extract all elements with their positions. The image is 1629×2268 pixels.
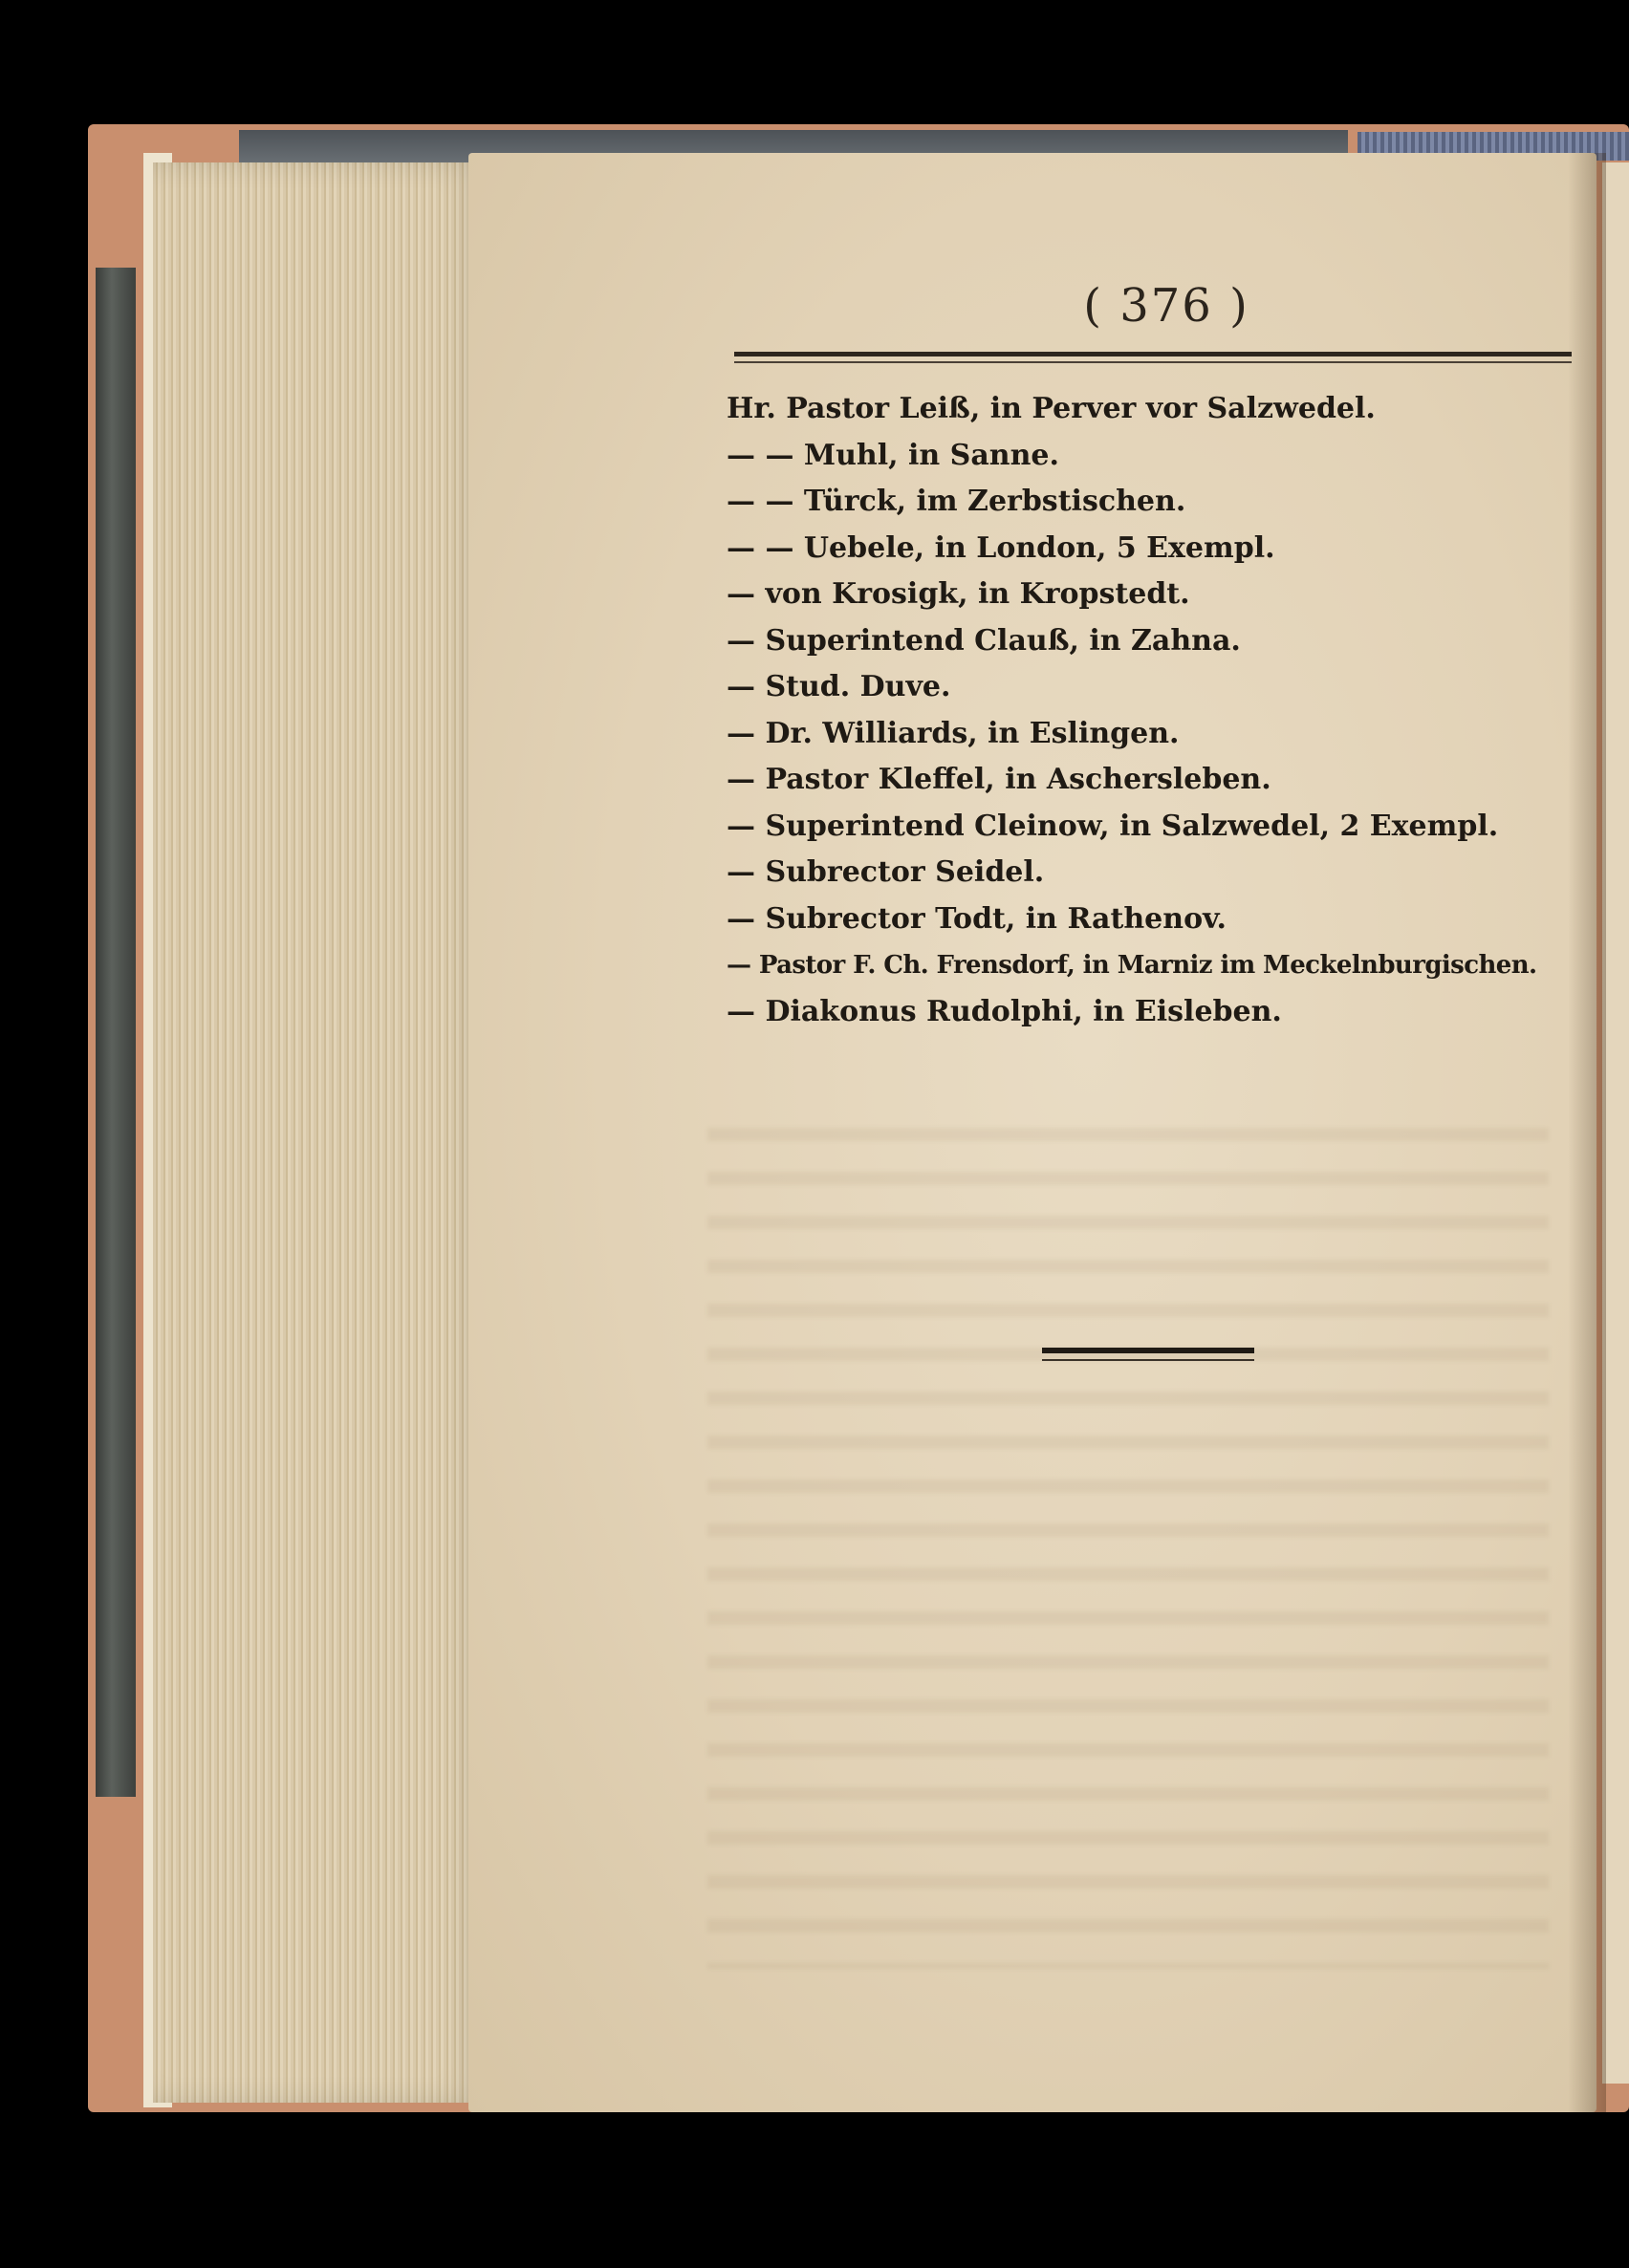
list-item: — Subrector Seidel. bbox=[727, 855, 1045, 889]
page-number: ( 376 ) bbox=[1083, 279, 1249, 333]
closing-rule bbox=[1042, 1348, 1254, 1353]
bleed-through-texture bbox=[707, 1128, 1549, 1969]
list-item: — — Uebele, in London, 5 Exempl. bbox=[727, 530, 1275, 565]
list-item: — von Krosigk, in Kropstedt. bbox=[727, 577, 1190, 611]
closing-rule-thin bbox=[1042, 1359, 1254, 1361]
header-rule-thin bbox=[734, 361, 1572, 363]
list-item: — Pastor Kleffel, in Aschersleben. bbox=[727, 763, 1271, 796]
list-item: — — Türck, im Zerbstischen. bbox=[727, 485, 1186, 518]
list-item: — Diakonus Rudolphi, in Eisleben. bbox=[727, 994, 1282, 1028]
list-item: — — Muhl, in Sanne. bbox=[727, 438, 1059, 472]
list-item: — Subrector Todt, in Rathenov. bbox=[727, 901, 1227, 936]
subscriber-list bbox=[727, 386, 1587, 1035]
list-item: — Dr. Williards, in Eslingen. bbox=[727, 716, 1180, 750]
page-edges bbox=[153, 162, 488, 2103]
cover-board bbox=[96, 268, 136, 1797]
list-item: — Pastor F. Ch. Frensdorf, in Marniz im Meckelnburgischen. bbox=[727, 951, 1537, 980]
list-item: — Superintend Cleinow, in Salzwedel, 2 Exempl. bbox=[727, 809, 1499, 843]
list-item: — Superintend Clauß, in Zahna. bbox=[727, 623, 1241, 658]
list-item: — Stud. Duve. bbox=[727, 670, 951, 703]
header-rule bbox=[734, 352, 1572, 356]
facing-page-edge bbox=[1602, 162, 1629, 2084]
list-item: Hr. Pastor Leiß, in Perver vor Salzwedel. bbox=[727, 392, 1376, 425]
